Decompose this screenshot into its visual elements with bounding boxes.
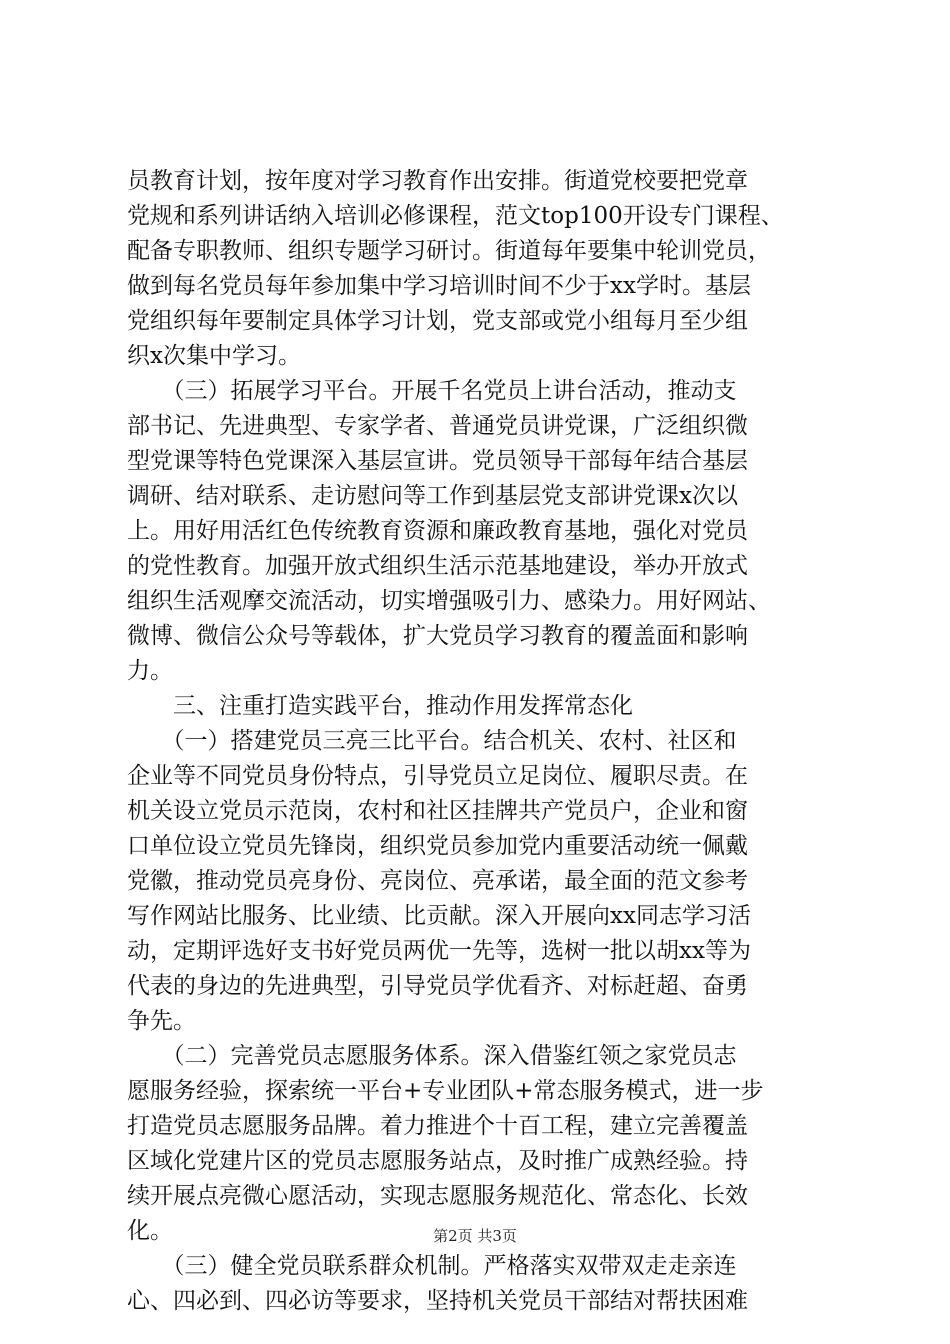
text-line: 写作网站比服务、比业绩、比贡献。深入开展向xx同志学习活 <box>127 903 751 929</box>
page-footer: 第2页 共3页 <box>433 1227 517 1245</box>
text-line: 织x次集中学习。 <box>127 343 301 369</box>
text-line: 员教育计划，按年度对学习教育作出安排。街道党校要把党章 <box>127 168 748 194</box>
text-line: 党徽，推动党员亮身份、亮岗位、亮承诺，最全面的范文参考 <box>127 868 748 894</box>
text-line: 机关设立党员示范岗，农村和社区挂牌共产党员户，企业和窗 <box>127 798 748 824</box>
text-line: 企业等不同党员身份特点，引导党员立足岗位、履职尽责。在 <box>127 763 748 789</box>
text-line: （三）健全党员联系群众机制。严格落实双带双走走亲连 <box>127 1253 737 1279</box>
text-line: （三）拓展学习平台。开展千名党员上讲台活动，推动支 <box>127 378 737 404</box>
text-line: 口单位设立党员先锋岗，组织党员参加党内重要活动统一佩戴 <box>127 833 748 859</box>
text-line: （二）完善党员志愿服务体系。深入借鉴红领之家党员志 <box>127 1043 737 1069</box>
text-line: 做到每名党员每年参加集中学习培训时间不少于xx学时。基层 <box>127 273 751 299</box>
text-line: 型党课等特色党课深入基层宣讲。党员领导干部每年结合基层 <box>127 448 748 474</box>
text-line: 三、注重打造实践平台，推动作用发挥常态化 <box>127 693 633 719</box>
text-line: 心、四必到、四必访等要求，坚持机关党员干部结对帮扶困难 <box>127 1288 748 1314</box>
document-body <box>127 164 831 1319</box>
text-line: 代表的身边的先进典型，引导党员学优看齐、对标赶超、奋勇 <box>127 973 748 999</box>
text-line: 力。 <box>127 658 173 684</box>
text-line: 部书记、先进典型、专家学者、普通党员讲党课，广泛组织微 <box>127 413 748 439</box>
text-line: 的党性教育。加强开放式组织生活示范基地建设，举办开放式 <box>127 553 748 579</box>
text-line: 上。用好用活红色传统教育资源和廉政教育基地，强化对党员 <box>127 518 748 544</box>
text-line: 动，定期评选好支书好党员两优一先等，选树一批以胡xx等为 <box>127 938 751 964</box>
text-line: （一）搭建党员三亮三比平台。结合机关、农村、社区和 <box>127 728 737 754</box>
text-line: 续开展点亮微心愿活动，实现志愿服务规范化、常态化、长效 <box>127 1183 748 1209</box>
text-line: 组织生活观摩交流活动，切实增强吸引力、感染力。用好网站、 <box>127 588 771 614</box>
text-line: 微博、微信公众号等载体，扩大党员学习教育的覆盖面和影响 <box>127 623 748 649</box>
text-line: 打造党员志愿服务品牌。着力推进个十百工程，建立完善覆盖 <box>127 1113 748 1139</box>
text-line: 党规和系列讲话纳入培训必修课程，范文top100开设专门课程、 <box>127 203 784 229</box>
text-line: 愿服务经验，探索统一平台+专业团队+常态服务模式，进一步 <box>127 1078 764 1104</box>
text-line: 配备专职教师、组织专题学习研讨。街道每年要集中轮训党员， <box>127 238 771 264</box>
text-line: 化。 <box>127 1218 173 1244</box>
text-line: 争先。 <box>127 1008 196 1034</box>
text-line: 区域化党建片区的党员志愿服务站点，及时推广成熟经验。持 <box>127 1148 748 1174</box>
text-line: 调研、结对联系、走访慰问等工作到基层党支部讲党课x次以 <box>127 483 738 509</box>
text-line: 党组织每年要制定具体学习计划，党支部或党小组每月至少组 <box>127 308 748 334</box>
